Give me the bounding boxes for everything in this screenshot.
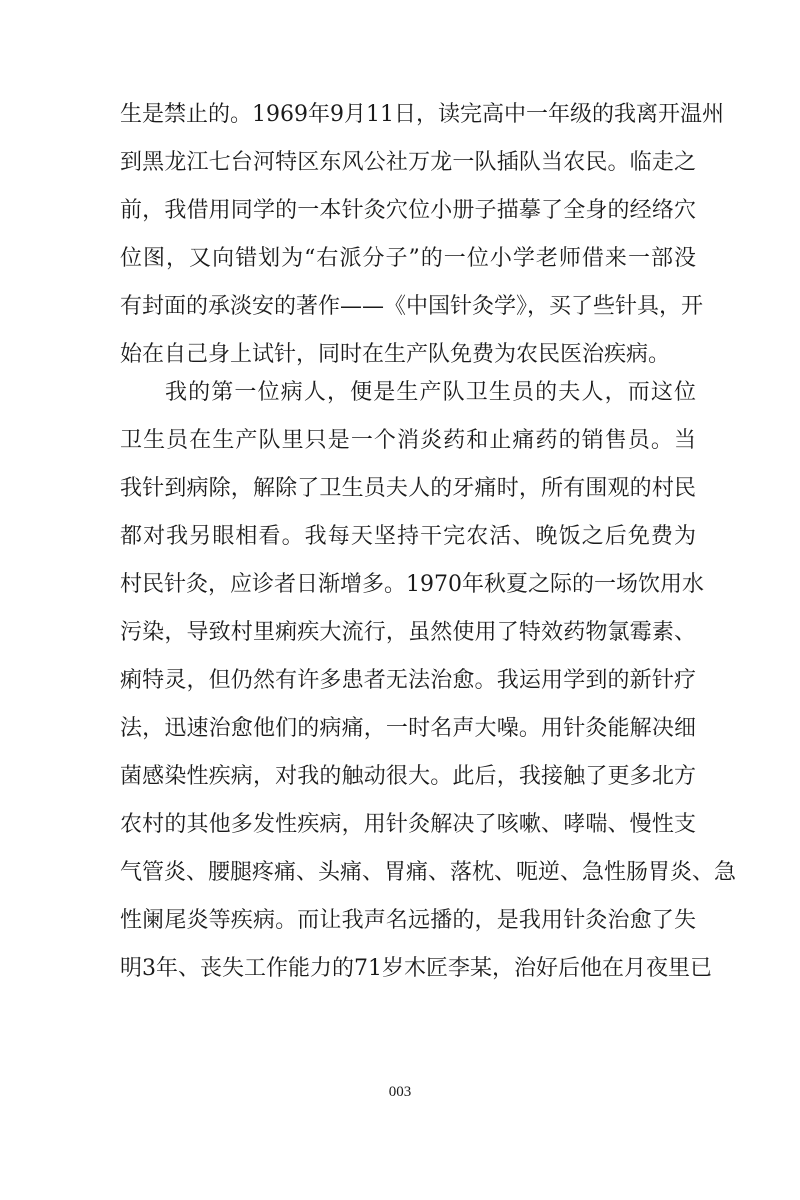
- text-line: 有封面的承淡安的著作——《中国针灸学》，买了些针具，开: [120, 294, 704, 319]
- text-line: 气管炎、腰腿疼痛、头痛、胃痛、落枕、呃逆、急性肠胃炎、急: [120, 860, 737, 885]
- text-line: 到黑龙江七台河特区东风公社万龙一队插队当农民。临走之: [120, 150, 696, 175]
- text-line: 我针到病除，解除了卫生员夫人的牙痛时，所有围观的村民: [120, 476, 696, 501]
- text-line: 我的第一位病人，便是生产队卫生员的夫人，而这位: [165, 380, 696, 405]
- text-line: 法，迅速治愈他们的病痛，一时名声大噪。用针灸能解决细: [120, 716, 696, 741]
- text-line: 农村的其他多发性疾病，用针灸解决了咳嗽、哮喘、慢性支: [120, 812, 696, 837]
- text-line: 菌感染性疾病，对我的触动很大。此后，我接触了更多北方: [120, 764, 696, 789]
- text-line: 村民针灸，应诊者日渐增多。1970年秋夏之际的一场饮用水: [120, 572, 704, 597]
- text-line: 卫生员在生产队里只是一个消炎药和止痛药的销售员。当: [120, 428, 696, 453]
- text-line: 都对我另眼相看。我每天坚持干完农活、晚饭之后免费为: [120, 524, 696, 549]
- text-line: 性阑尾炎等疾病。而让我声名远播的，是我用针灸治愈了失: [120, 908, 696, 933]
- text-line: 污染，导致村里痢疾大流行，虽然使用了特效药物氯霉素、: [120, 620, 696, 645]
- text-line: 始在自己身上试针，同时在生产队免费为农民医治疾病。: [120, 342, 671, 367]
- text-line: 位图，又向错划为“右派分子”的一位小学老师借来一部没: [120, 246, 696, 271]
- text-line: 前，我借用同学的一本针灸穴位小册子描摹了全身的经络穴: [120, 198, 696, 223]
- text-line: 痢特灵，但仍然有许多患者无法治愈。我运用学到的新针疗: [120, 668, 696, 693]
- text-line: 明3年、丧失工作能力的71岁木匠李某，治好后他在月夜里已: [120, 956, 712, 981]
- text-line: 生是禁止的。1969年9月11日，读完高中一年级的我离开温州: [120, 102, 724, 127]
- page-number: 003: [388, 1084, 412, 1100]
